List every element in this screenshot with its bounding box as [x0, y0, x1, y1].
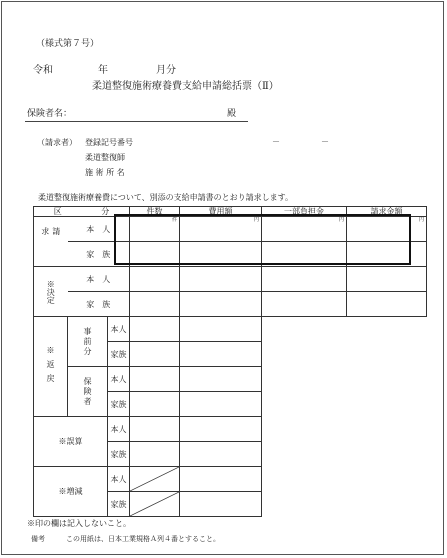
kettei-honnin-copay[interactable] [262, 267, 347, 292]
seikyu-honnin-count[interactable]: 件 [130, 217, 180, 242]
seikyu-kazoku-count[interactable] [130, 242, 180, 267]
row-label-kazoku: 家族 [108, 392, 130, 417]
zogen-kazoku-count-slashed [130, 492, 180, 517]
kettei-honnin-amount[interactable] [347, 267, 427, 292]
group-henrei: ※返戻 [34, 317, 68, 417]
seikyu-honnin-cost[interactable]: 円 [180, 217, 262, 242]
group-kettei: ※決定 [34, 267, 68, 317]
intro-text: 柔道整復施術療養費について、別添の支給申請書のとおり請求します。 [38, 193, 294, 202]
header-copay: 一部負担金 [262, 207, 347, 217]
subgroup-jizen: 事前分 [68, 317, 108, 367]
clinic-name-label: 施 術 所 名 [85, 168, 125, 177]
henrei-jizen-kazoku-cost[interactable] [180, 342, 262, 367]
henrei-jizen-honnin-cost[interactable] [180, 317, 262, 342]
insurer-suffix: 殿 [227, 109, 237, 119]
goshin-kazoku-cost[interactable] [180, 442, 262, 467]
insurer-label: 保険者名： [27, 109, 73, 119]
row-label-kazoku: 家族 [108, 442, 130, 467]
subgroup-hoken: 保険者 [68, 367, 108, 417]
row-label-honnin: 本人 [108, 467, 130, 492]
row-label-honnin: 本 人 [68, 217, 130, 242]
zogen-honnin-count-slashed [130, 467, 180, 492]
henrei-jizen-honnin-count[interactable] [130, 317, 180, 342]
row-label-honnin: 本人 [108, 317, 130, 342]
zogen-honnin-cost[interactable] [180, 467, 262, 492]
goshin-honnin-count[interactable] [130, 417, 180, 442]
group-zogen: ※増減 [34, 467, 108, 517]
zogen-kazoku-cost[interactable] [180, 492, 262, 517]
header-bun: 分 [82, 207, 130, 217]
row-label-honnin: 本人 [108, 417, 130, 442]
form-title: 柔道整復施術療養費支給申請総括票（Ⅱ） [92, 81, 279, 92]
era-label: 令和 [33, 65, 53, 76]
insurer-underline [25, 121, 248, 122]
dash-1: － [272, 137, 280, 146]
registration-number-label: 登録記号番号 [85, 138, 133, 147]
seikyu-honnin-amount[interactable]: 円 [347, 217, 427, 242]
seikyu-kazoku-amount[interactable] [347, 242, 427, 267]
year-label: 年 [98, 65, 108, 76]
biko-text: この用紙は、日本工業規格Ａ列４番とすること。 [66, 535, 220, 543]
row-label-kazoku: 家 族 [68, 292, 130, 317]
group-seikyu: 請求 [34, 217, 68, 267]
kettei-kazoku-cost[interactable] [180, 292, 262, 317]
claimant-label: （請求者） [37, 138, 77, 147]
seikyu-honnin-copay[interactable]: 円 [262, 217, 347, 242]
row-label-kazoku: 家 族 [68, 242, 130, 267]
kettei-kazoku-copay[interactable] [262, 292, 347, 317]
month-label: 月分 [156, 65, 176, 76]
header-ku: 区 [34, 207, 82, 217]
kettei-kazoku-amount[interactable] [347, 292, 427, 317]
seikyu-kazoku-cost[interactable] [180, 242, 262, 267]
header-claim-amount: 請求金額 [347, 207, 427, 217]
header-count: 件数 [130, 207, 180, 217]
dash-2: － [321, 137, 329, 146]
row-label-honnin: 本 人 [68, 267, 130, 292]
row-label-honnin: 本人 [108, 367, 130, 392]
henrei-hoken-kazoku-cost[interactable] [180, 392, 262, 417]
header-cost: 費用額 [180, 207, 262, 217]
kettei-honnin-cost[interactable] [180, 267, 262, 292]
goshin-honnin-cost[interactable] [180, 417, 262, 442]
row-label-kazoku: 家族 [108, 342, 130, 367]
henrei-jizen-kazoku-count[interactable] [130, 342, 180, 367]
kettei-kazoku-count[interactable] [130, 292, 180, 317]
diagonal-slash [130, 467, 179, 491]
biko-label: 備考 [31, 535, 45, 543]
form-style-number: （様式第７号） [36, 39, 100, 49]
henrei-hoken-honnin-count[interactable] [130, 367, 180, 392]
goshin-kazoku-count[interactable] [130, 442, 180, 467]
diagonal-slash [130, 492, 179, 516]
seikyu-kazoku-copay[interactable] [262, 242, 347, 267]
henrei-hoken-kazoku-count[interactable] [130, 392, 180, 417]
group-goshin: ※誤算 [34, 417, 108, 467]
footer-note: ※印の欄は記入しないこと。 [27, 519, 131, 528]
row-label-kazoku: 家族 [108, 492, 130, 517]
kettei-honnin-count[interactable] [130, 267, 180, 292]
claim-table [33, 206, 427, 517]
practitioner-label: 柔道整復師 [85, 153, 125, 162]
henrei-hoken-honnin-cost[interactable] [180, 367, 262, 392]
